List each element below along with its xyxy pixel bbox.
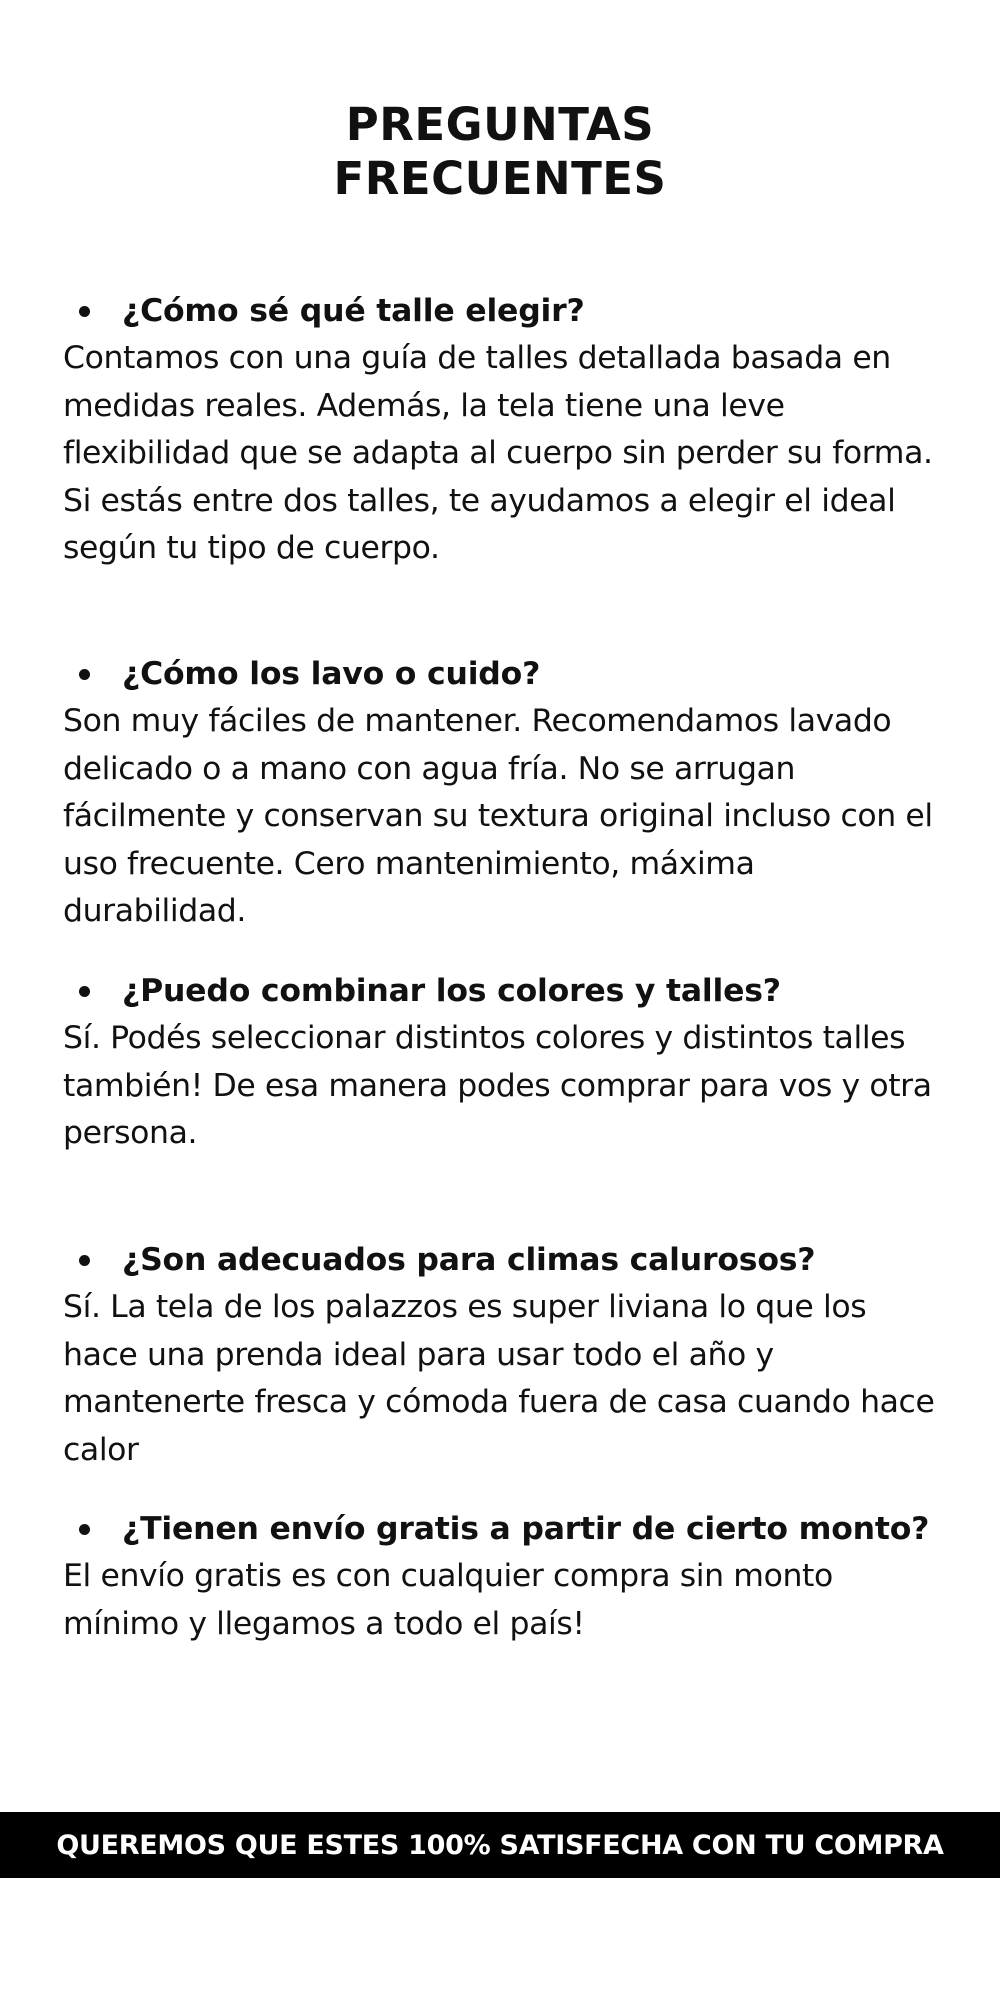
footer-banner-text: QUEREMOS QUE ESTES 100% SATISFECHA CON TU COMPRA [56, 1829, 944, 1861]
faq-question-text: ¿Tienen envío gratis a partir de cierto monto? [122, 1511, 930, 1547]
faq-question [63, 288, 943, 335]
faq-answer: Son muy fáciles de mantener. Recomendamos lavado delicado o a mano con agua fría. No se arrugan fácilmente y conservan su textura original incluso con el uso frecuente. Cero mantenimiento, máxima durabilidad. [63, 703, 933, 929]
faq-answer: Contamos con una guía de talles detallada basada en medidas reales. Además, la tela tiene una leve flexibilidad que se adapta al cuerpo sin perder su forma. Si estás entre dos talles, te ayudamos a elegir el ideal según tu tipo de cuerpo. [63, 340, 933, 566]
footer-banner [0, 1812, 1000, 1878]
faq-item-climate [63, 1237, 943, 1474]
faq-question [63, 651, 943, 698]
faq-question [63, 1506, 943, 1553]
page-title-line-1: PREGUNTAS [345, 98, 655, 151]
faq-question-text: ¿Puedo combinar los colores y talles? [122, 973, 781, 1009]
faq-answer: Sí. Podés seleccionar distintos colores y distintos talles también! De esa manera podes comprar para vos y otra persona. [63, 1020, 932, 1151]
bullet-icon [79, 306, 90, 317]
faq-answer: El envío gratis es con cualquier compra sin monto mínimo y llegamos a todo el país! [63, 1558, 833, 1642]
faq-item-size [63, 288, 943, 573]
page-title-line-2: FRECUENTES [333, 152, 667, 205]
bullet-icon [79, 1524, 90, 1535]
faq-question-text: ¿Son adecuados para climas calurosos? [122, 1242, 816, 1278]
bullet-icon [79, 986, 90, 997]
faq-question-text: ¿Cómo sé qué talle elegir? [122, 293, 585, 329]
faq-item-combine [63, 968, 943, 1158]
faq-question [63, 968, 943, 1015]
bullet-icon [79, 669, 90, 680]
faq-item-shipping [63, 1506, 943, 1648]
faq-item-care [63, 651, 943, 936]
faq-question-text: ¿Cómo los lavo o cuido? [122, 656, 541, 692]
faq-answer: Sí. La tela de los palazzos es super liviana lo que los hace una prenda ideal para usar todo el año y mantenerte fresca y cómoda fuera de casa cuando hace calor [63, 1289, 935, 1468]
page-title [0, 98, 1000, 206]
bullet-icon [79, 1255, 90, 1266]
faq-question [63, 1237, 943, 1284]
